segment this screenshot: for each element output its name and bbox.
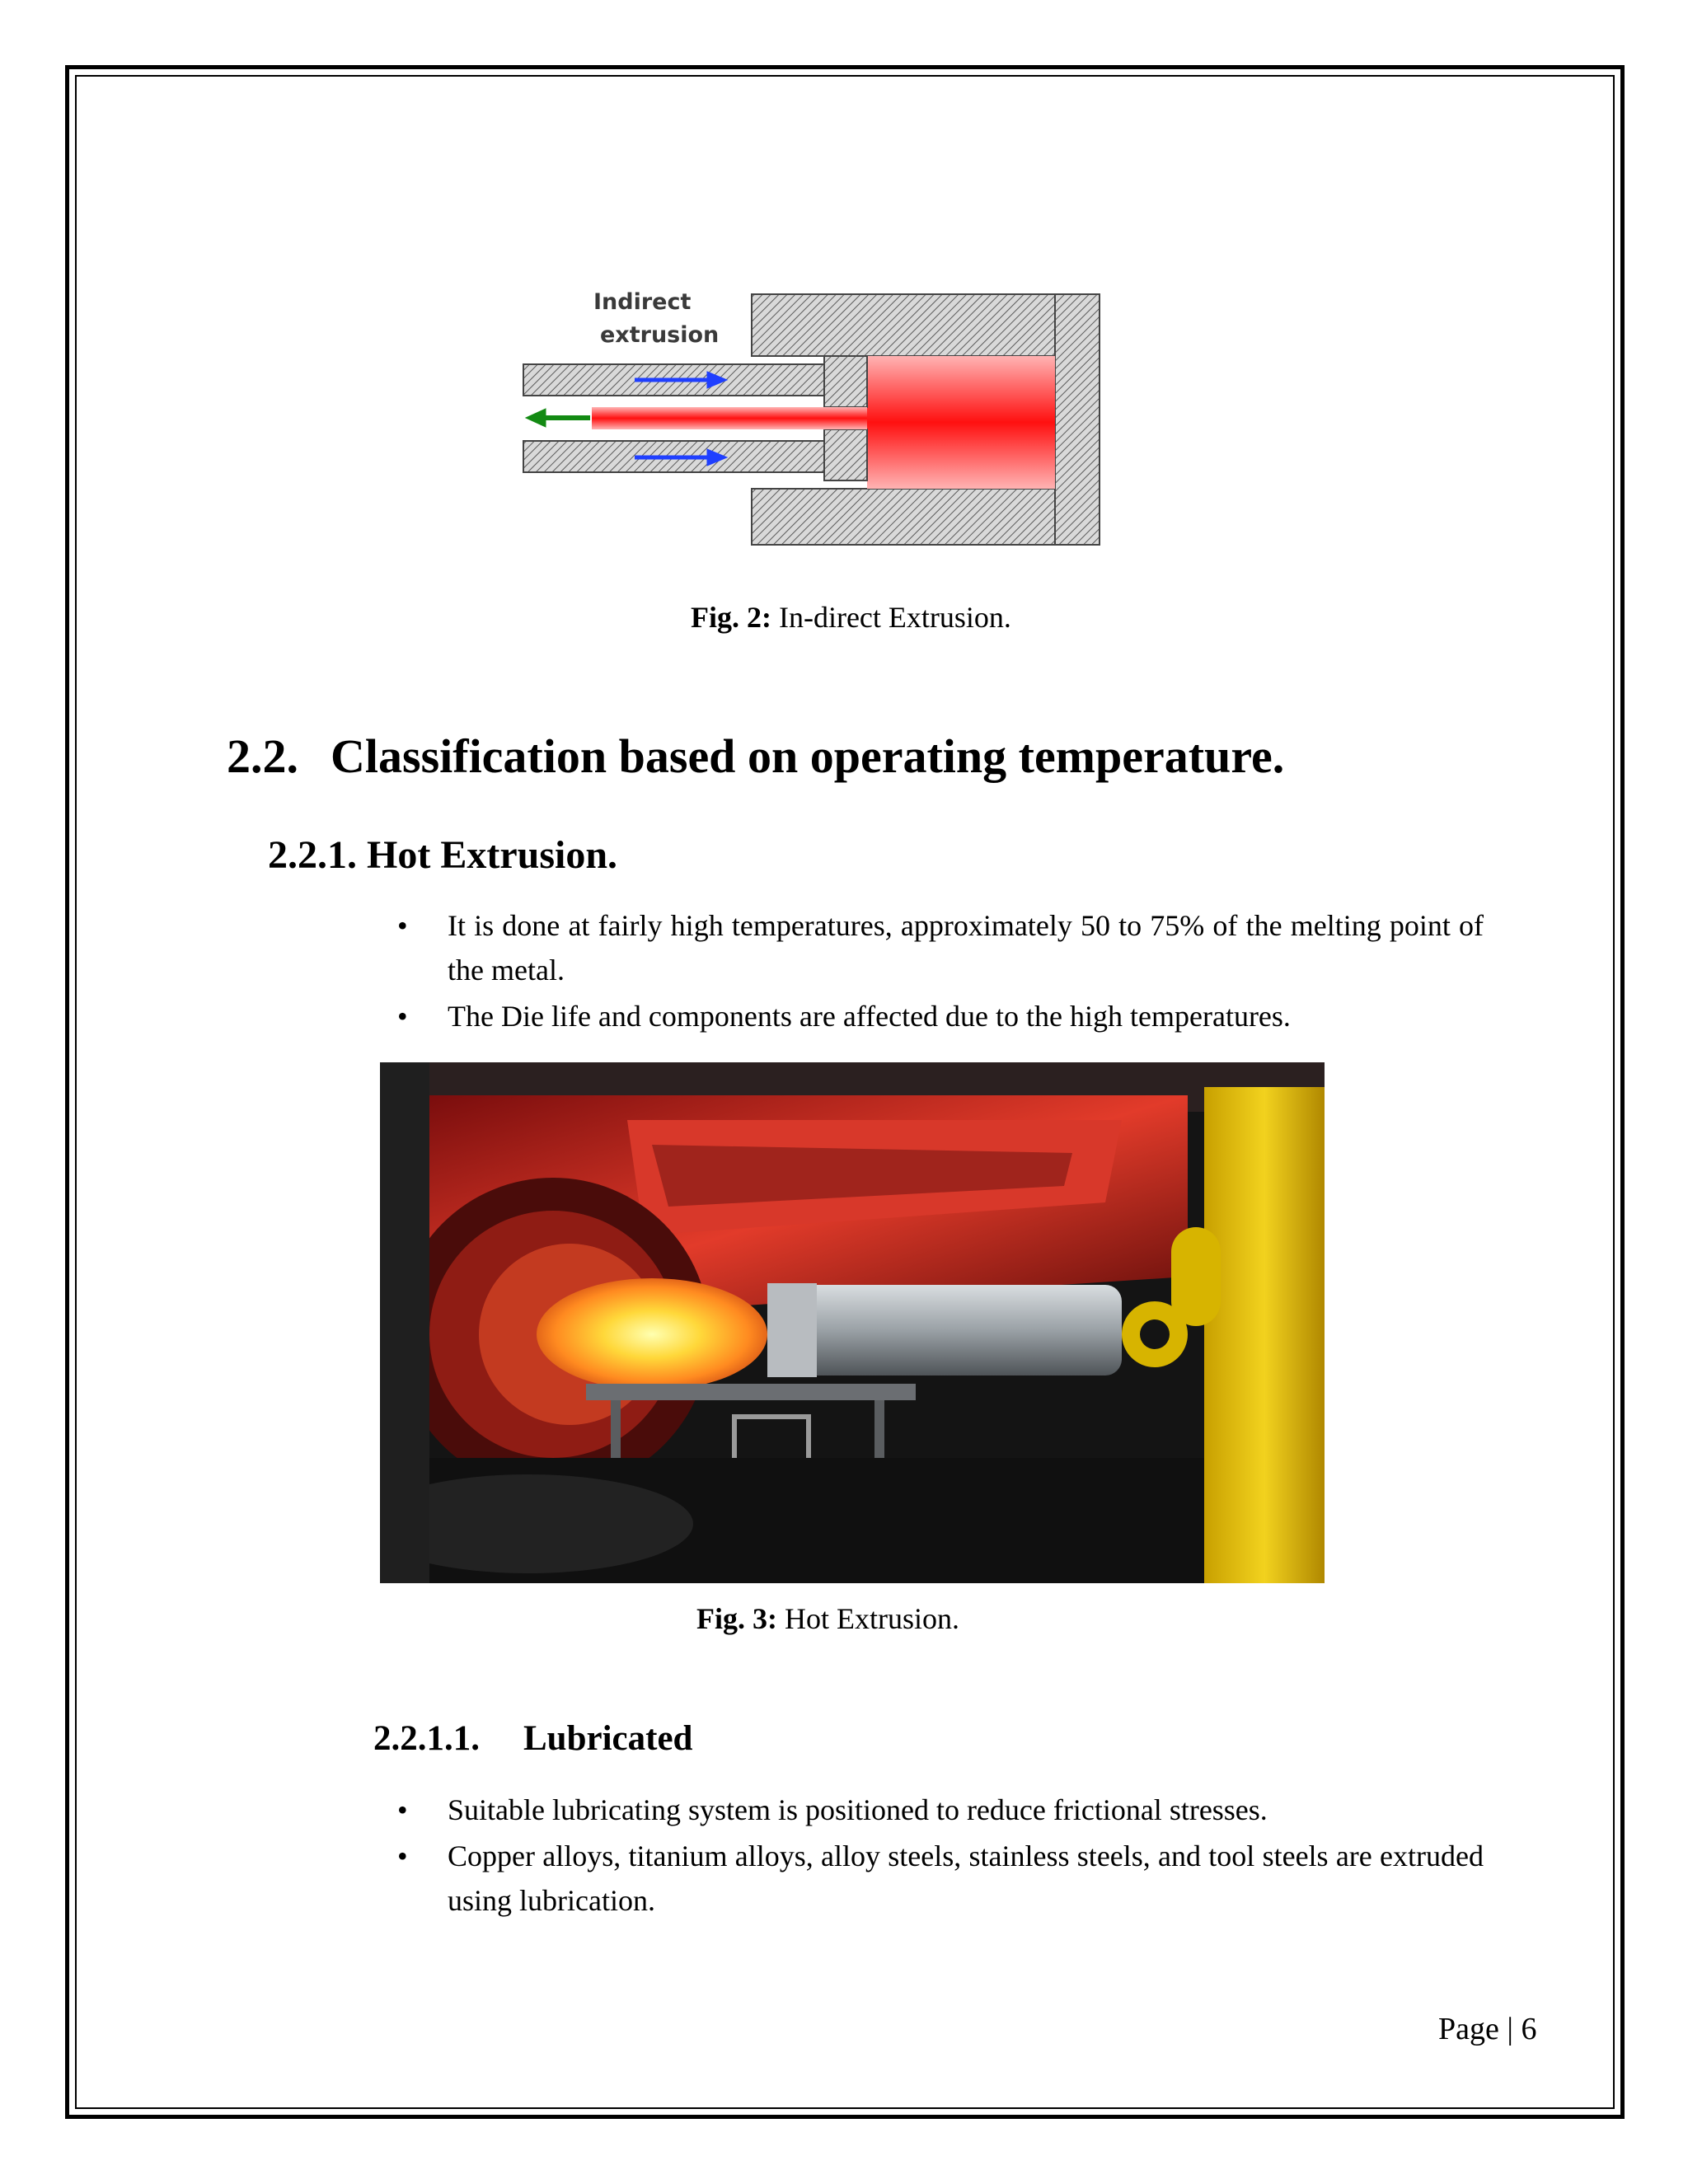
hot-extrusion-photo	[380, 1062, 1325, 1583]
subsection-heading: 2.2.1. Hot Extrusion.	[268, 833, 618, 877]
subsubsection-title: Lubricated	[523, 1719, 693, 1758]
product-flow-arrow-icon	[526, 409, 590, 427]
figure-3-caption-label: Fig. 3:	[696, 1602, 777, 1635]
diagram-label-line1: Indirect	[593, 289, 692, 315]
container-top-wall	[752, 294, 1100, 356]
figure-2-caption	[691, 600, 1011, 635]
page-number: Page | 6	[1438, 2012, 1537, 2046]
extruded-product	[592, 407, 867, 429]
container-bottom-wall	[752, 489, 1100, 545]
die-bottom	[824, 429, 867, 480]
die-top	[824, 356, 867, 407]
subsubsection-number: 2.2.1.1.	[373, 1719, 480, 1758]
figure-2-caption-text: In-direct Extrusion.	[771, 601, 1011, 634]
subsubsection-heading	[373, 1718, 692, 1759]
section-heading	[227, 729, 1284, 784]
figure-3-caption-text: Hot Extrusion.	[776, 1602, 959, 1635]
diagram-label-line2: extrusion	[600, 322, 720, 348]
billet	[867, 356, 1055, 489]
list-item: • Suitable lubricating system is positioned to reduce frictional stresses.	[387, 1788, 1484, 1832]
list-item: • It is done at fairly high temperatures, approximately 50 to 75% of the melting point of the metal.	[387, 903, 1484, 992]
section-number: 2.2.	[227, 729, 298, 783]
lubricated-bullet-list	[387, 1788, 1484, 1924]
figure-3-caption	[696, 1601, 959, 1636]
list-item: • The Die life and components are affected due to the high temperatures.	[387, 994, 1484, 1038]
figure-2-caption-label: Fig. 2:	[691, 601, 771, 634]
list-item: • Copper alloys, titanium alloys, alloy steels, stainless steels, and tool steels are extruded using lubrication.	[387, 1834, 1484, 1923]
section-title: Classification based on operating temperature.	[331, 729, 1285, 783]
indirect-extrusion-diagram	[511, 284, 1154, 552]
container-back-wall	[1055, 294, 1100, 545]
hot-extrusion-bullet-list	[387, 903, 1484, 1040]
